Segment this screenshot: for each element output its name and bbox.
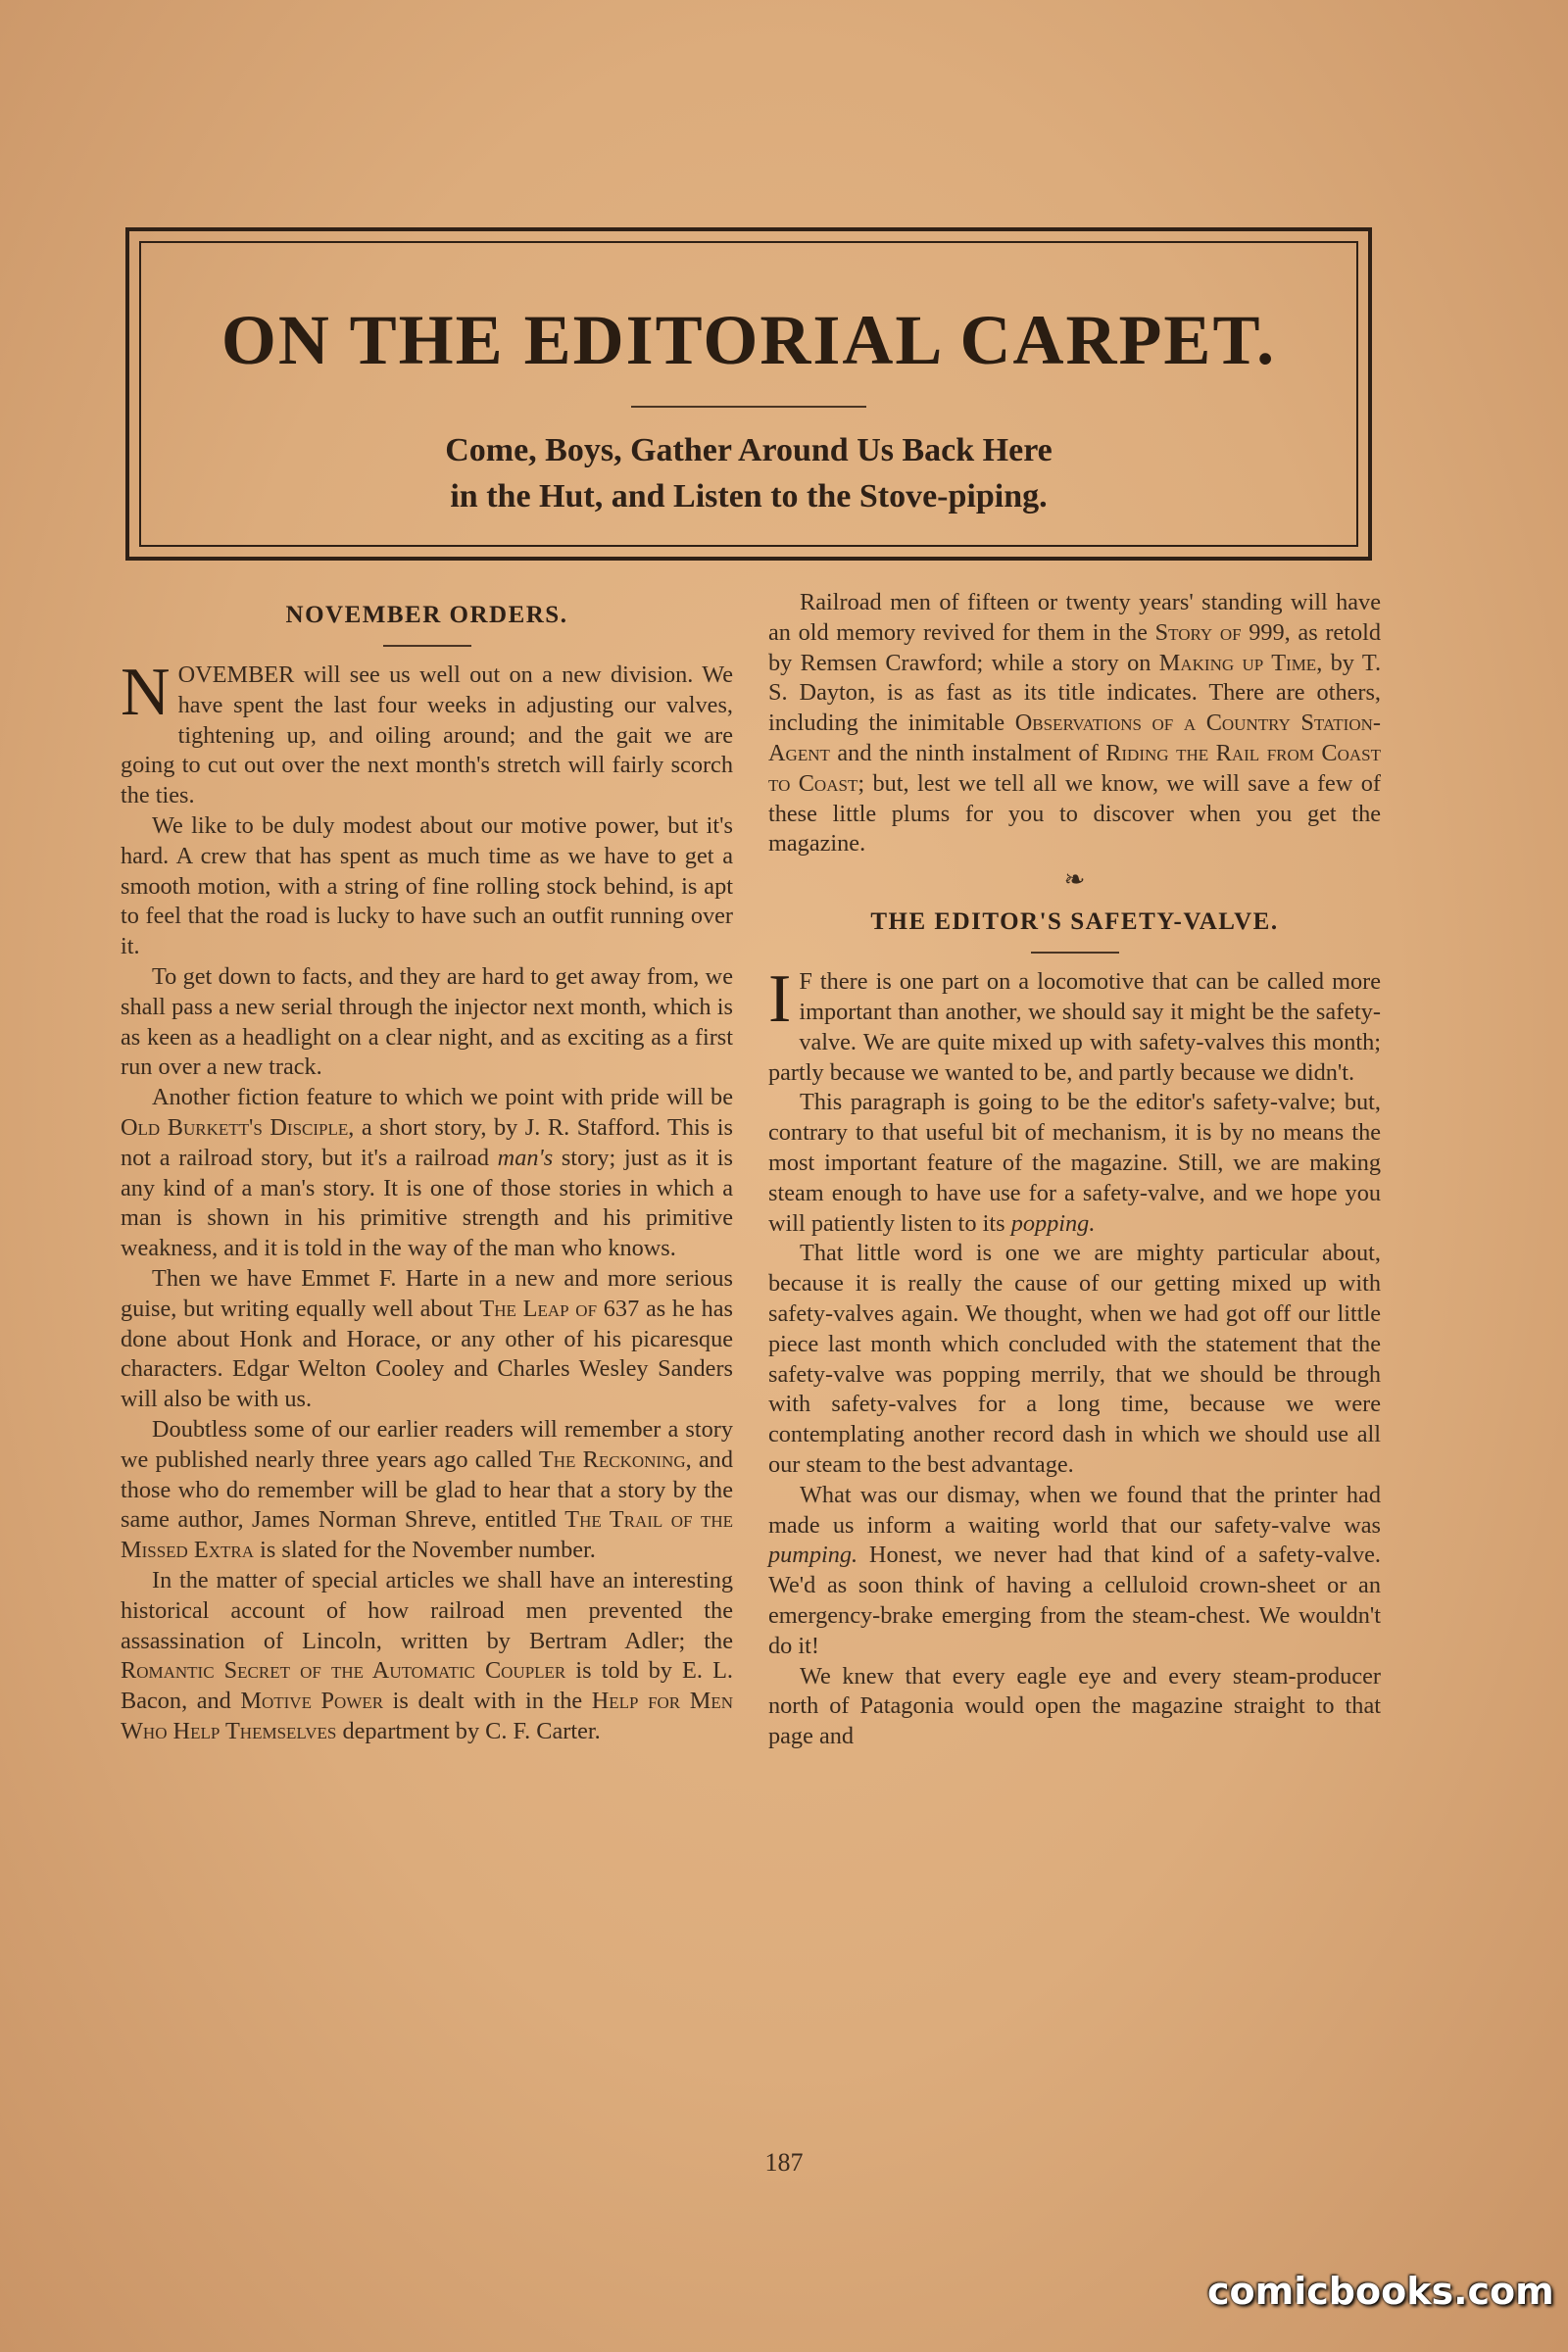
- subtitle-line-2: in the Hut, and Listen to the Stove-piping.: [450, 478, 1048, 514]
- watermark: comicbooks.com: [1207, 2270, 1554, 2313]
- paragraph: Doubtless some of our earlier readers will remember a story we published nearly three years ago called The Reckoning, and those who do remember will be glad to hear that a story by the same author, James Norman Shreve, entitled The Trail of the Missed Extra is slated for the November number.: [121, 1415, 733, 1564]
- section-divider: [383, 645, 471, 647]
- subtitle-line-1: Come, Boys, Gather Around Us Back Here: [445, 432, 1053, 468]
- drop-cap: I: [768, 961, 792, 1038]
- paragraph: In the matter of special articles we shall have an interesting historical account of how railroad men prevented the assassination of Lincoln, written by Bertram Adler; the Romantic Secret of the Automatic Coupler is told by E. L. Bacon, and Motive Power is dealt with in the Help for Men Who Help Themselves department by C. F. Carter.: [121, 1566, 733, 1744]
- drop-cap: N: [121, 655, 171, 730]
- paragraph: This paragraph is going to be the editor's safety-valve; but, contrary to that useful bit of mechanism, it is by no means the most important feature of the magazine. Still, we are making steam enough to have use for a safety-valve, and we hope you will patiently listen to its popping.: [768, 1089, 1381, 1237]
- paragraph: That little word is one we are mighty particular about, because it is really the cause of our getting mixed up with safety-valves again. We thought, when we had got off our little piece last month which concluded with the statement that the safety-valve was popping merrily, that we should be through with safety-valves for a long time, because we were contemplating another record dash in which we should use all our steam to the best advantage.: [768, 1240, 1381, 1478]
- section-title-november-orders: NOVEMBER ORDERS.: [285, 602, 568, 628]
- title-divider: [631, 406, 866, 408]
- paragraph: To get down to facts, and they are hard to get away from, we shall pass a new serial through the injector next month, which is as keen as a headlight on a clear night, and as exciting as a first run over a new track.: [121, 962, 733, 1081]
- page-title: ON THE EDITORIAL CARPET.: [220, 301, 1277, 379]
- paragraph: NOVEMBER will see us well out on a new division. We have spent the last four weeks in adjusting our valves, tightening up, and oiling around; and the gait we are going to cut out over the next month's stretch will fairly scorch the ties.: [121, 655, 733, 809]
- paragraph: Then we have Emmet F. Harte in a new and more serious guise, but writing equally well about The Leap of 637 as he has done about Honk and Horace, or any other of his picaresque characters. Edgar Welton Cooley and Charles Wesley Sanders will also be with us.: [121, 1264, 733, 1413]
- paragraph: We like to be duly modest about our motive power, but it's hard. A crew that has spent as much time as we have to get a smooth motion, with a string of fine rolling stock behind, is apt to feel that the road is lucky to have such an outfit running over it.: [121, 811, 733, 960]
- page-subtitle: [141, 427, 1356, 519]
- paragraph: I F there is one part on a locomotive that can be called more important than another, we should say it might be the safety-valve. We are quite mixed up with safety-valves this month; partly because we wanted to be, and partly because we didn't.: [768, 961, 1381, 1086]
- left-column: [121, 588, 733, 1747]
- paragraph: What was our dismay, when we found that the printer had made us inform a waiting world that our safety-valve was pumping. Honest, we never had that kind of a safety-valve. We'd as soon think of having a celluloid crown-sheet or an emergency-brake emerging from the steam-chest. We wouldn't do it!: [768, 1481, 1381, 1659]
- paragraph: Railroad men of fifteen or twenty years' standing will have an old memory revived for them in the Story of 999, as retold by Remsen Crawford; while a story on Making up Time, by T. S. Dayton, is as fast as its title indicates. There are others, including the inimitable Observations of a Country Station-Agent and the ninth instalment of Riding the Rail from Coast to Coast; but, lest we tell all we know, we will save a few of these little plums for you to discover when you get the magazine.: [768, 589, 1382, 858]
- fleuron-ornament-icon: ❧: [1063, 865, 1086, 895]
- header-inner-frame: [139, 241, 1358, 547]
- page-number: 187: [764, 2148, 804, 2177]
- right-column: [768, 588, 1381, 1752]
- section-title-safety-valve: THE EDITOR'S SAFETY-VALVE.: [870, 908, 1279, 936]
- header-frame: [125, 227, 1372, 561]
- paragraph: We knew that every eagle eye and every steam-producer north of Patagonia would open the magazine straight to that page and: [768, 1662, 1381, 1750]
- section-divider: [1031, 952, 1119, 954]
- paragraph: Another fiction feature to which we point with pride will be Old Burkett's Disciple, a short story, by J. R. Stafford. This is not a railroad story, but it's a railroad man's story; just as it is any kind of a man's story. It is one of those stories in which a man is shown in his primitive strength and his primitive weakness, and it is told in the way of the man who knows.: [121, 1084, 733, 1262]
